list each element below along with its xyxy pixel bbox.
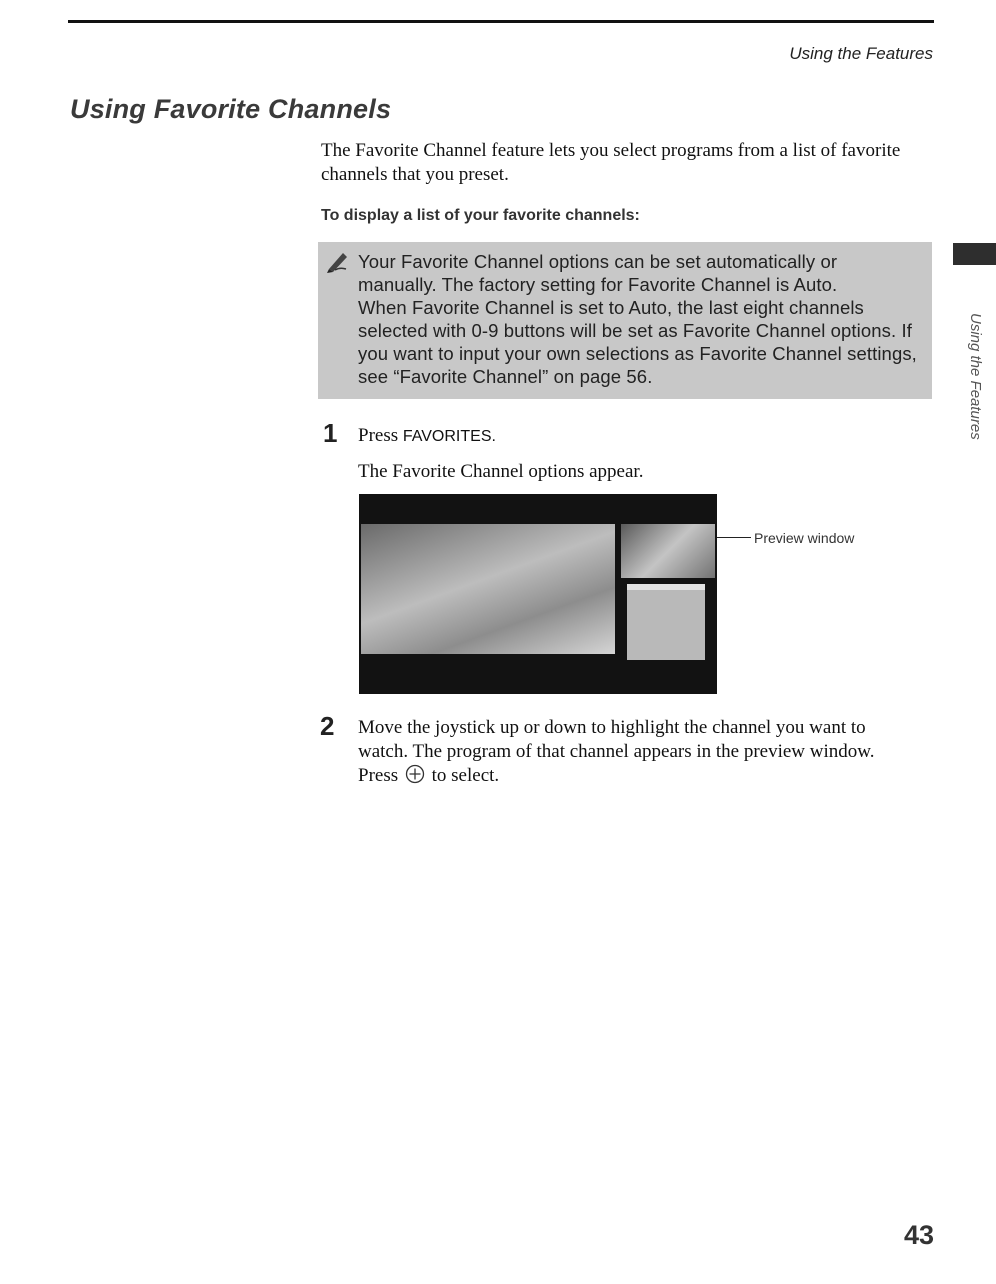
step-2-suffix: to select. [431, 765, 500, 786]
step-1-number: 1 [323, 418, 338, 448]
preview-window-callout: Preview window [754, 530, 855, 546]
intro-paragraph: The Favorite Channel feature lets you select programs from a list of favorite channels that you preset. [321, 140, 901, 185]
step-2-press: Press [358, 765, 399, 786]
favorites-button-name: FAVORITES. [402, 428, 496, 445]
joystick-enter-icon [405, 764, 425, 784]
page-title: Using Favorite Channels [70, 94, 392, 124]
step-2-instruction: Move the joystick up or down to highlight the channel you want to watch. The program of that channel appears in the preview window. [358, 717, 875, 762]
section-tab [953, 243, 996, 265]
step-2-text [358, 716, 918, 788]
procedure-heading: To display a list of your favorite channels: [321, 207, 640, 224]
step-1-text [358, 424, 496, 449]
note-line-2: When Favorite Channel is set to Auto, the last eight channels selected with 0-9 buttons will be set as Favorite Channel options. If you want to input your own selections as Favorite Channel settings, see “Favorite Channel” on page 56. [358, 297, 917, 387]
note-line-1: Your Favorite Channel options can be set automatically or manually. The factory setting for Favorite Channel is Auto. [358, 251, 838, 295]
note-text [358, 250, 920, 388]
step-1-result: The Favorite Channel options appear. [358, 461, 644, 482]
running-header: Using the Features [789, 44, 933, 63]
callout-line [717, 537, 751, 538]
note-box [318, 242, 932, 399]
header-rule [68, 20, 934, 23]
section-tab-label: Using the Features [967, 313, 984, 440]
pencil-note-icon [324, 248, 352, 274]
main-picture [361, 524, 615, 654]
favorite-channel-list [627, 584, 705, 660]
preview-window [621, 524, 715, 578]
page-number: 43 [903, 1220, 934, 1250]
step-1-prefix: Press [358, 425, 399, 446]
favorite-channel-screenshot [359, 494, 717, 694]
step-2-number: 2 [320, 711, 335, 741]
